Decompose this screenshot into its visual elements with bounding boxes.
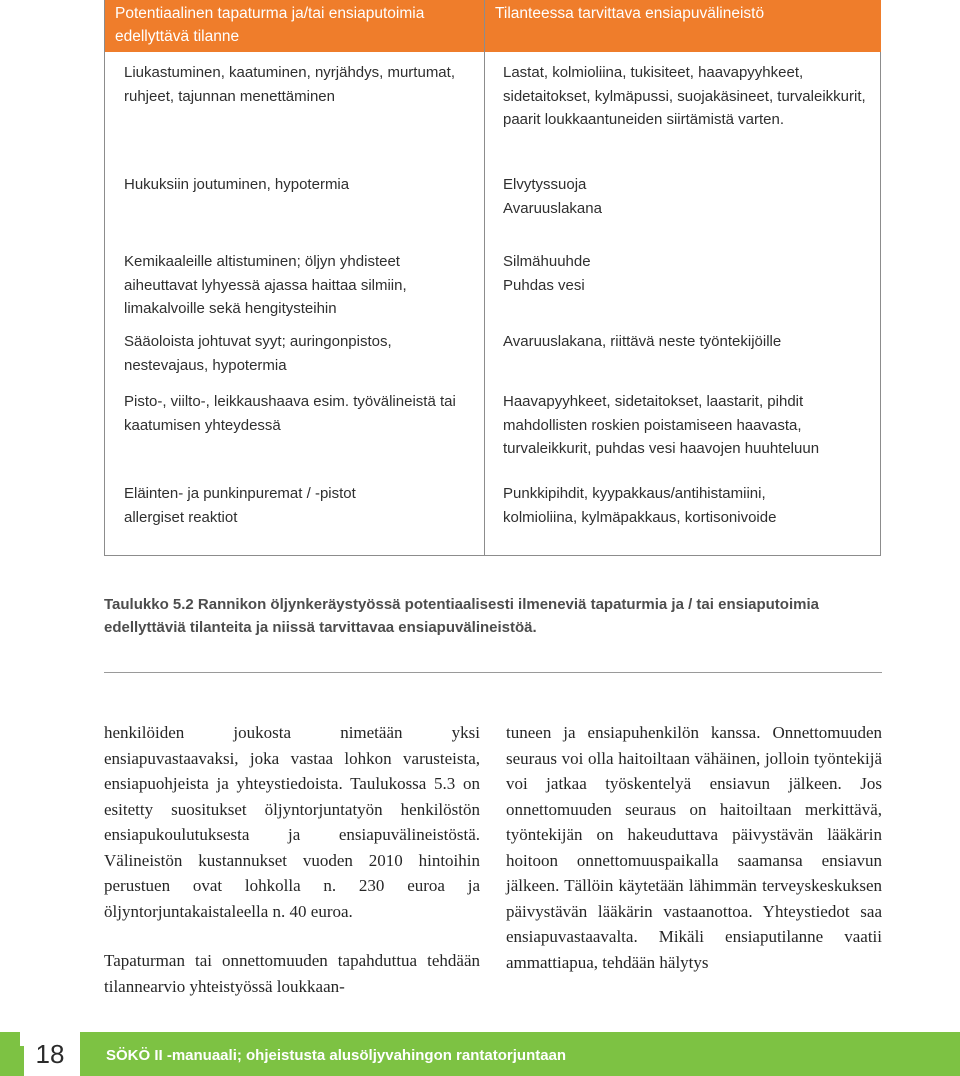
header-situation: Potentiaalinen tapaturma ja/tai ensiaputoimia edellyttävä tilanne: [105, 0, 484, 52]
row-1-equipment: Lastat, kolmioliina, tukisiteet, haavapyyhkeet, sidetaitokset, kylmäpussi, suojakäsineet, turvaleikkurit, paarit loukkaantuneiden siirtämistä varten.: [503, 64, 866, 128]
table-caption: Taulukko 5.2 Rannikon öljynkeräystyössä potentiaalisesti ilmeneviä tapaturmia ja / tai ensiaputoimia edellyttäviä tilanteita ja niissä tarvittavaa ensiapuvälineistöä.: [104, 596, 819, 636]
row-2-equipment-line: Elvytyssuoja: [503, 176, 587, 193]
row-3-equipment-line: Puhdas vesi: [503, 276, 585, 294]
row-3-equipment: [503, 250, 875, 297]
row-4-situation: Sääoloista johtuvat syyt; auringonpistos, nestevajaus, hypotermia: [124, 333, 392, 374]
divider: [104, 672, 882, 673]
row-1-situation: Liukastuminen, kaatuminen, nyrjähdys, murtumat, ruhjeet, tajunnan menettäminen: [124, 64, 455, 105]
row-6-equipment-line: kolmioliina, kylmäpakkaus, kortisonivoide: [503, 508, 777, 526]
row-5-situation: Pisto-, viilto-, leikkaushaava esim. työvälineistä tai kaatumisen yhteydessä: [124, 393, 456, 434]
page-number: 18: [20, 1032, 80, 1076]
row-6-situation-line: Eläinten- ja punkinpuremat / -pistot: [124, 485, 356, 502]
row-3-equipment-line: Silmähuuhde: [503, 253, 591, 270]
body-paragraph: henkilöiden joukosta nimetään yksi ensiapuvastaavaksi, joka vastaa lohkon varusteista, ensiapuohjeista ja yhteystiedoista. Taulukossa 5.3 on esitetty suositukset öljyntorjuntatyön henkilöstön ensiapukoulutuksesta ja ensiapuvälineistöstä. Välineistön kustannukset vuoden 2010 hintoihin perustuen ovat lohkolla n. 230 euroa ja öljyntorjuntakaistaleella n. 40 euroa.: [104, 723, 480, 921]
body-column-left: [104, 720, 480, 999]
header-equipment: Tilanteessa tarvittava ensiapuvälineistö: [485, 0, 881, 52]
row-2-equipment-line: Avaruuslakana: [503, 199, 602, 217]
footer-title: SÖKÖ II -manuaali; ohjeistusta alusöljyvahingon rantatorjuntaan: [106, 1047, 567, 1064]
body-column-right: [506, 720, 882, 975]
body-paragraph: tuneen ja ensiapuhenkilön kanssa. Onnettomuuden seuraus voi olla haitoiltaan vähäinen, jolloin työntekijä voi jatkaa työskentelyä ensiavun jälkeen. Jos onnettomuuden seuraus on haitoiltaan merkittävä, työntekijän on hakeuduttava päivystävän lääkärin hoitoon onnettomuuspaikalla saamansa ensiavun jälkeen. Tällöin käytetään lähimmän terveyskeskuksen päivystävän lääkärin vastaanottoa. Yhteystiedot saa ensiapuvastaavalta. Mikäli ensiaputilanne vaatii ammattiapua, tehdään hälytys: [506, 723, 882, 972]
row-4-equipment: Avaruuslakana, riittävä neste työntekijöille: [503, 333, 782, 350]
row-2-equipment: [503, 173, 875, 220]
row-6-situation: [124, 482, 474, 529]
row-6-equipment-line: Punkkipihdit, kyypakkaus/antihistamiini,: [503, 485, 766, 502]
row-3-situation: Kemikaaleille altistuminen; öljyn yhdisteet aiheuttavat lyhyessä ajassa haittaa silmiin, limakalvoille sekä hengitysteihin: [124, 253, 407, 317]
row-6-equipment: [503, 482, 875, 529]
first-aid-table: [104, 0, 881, 556]
body-paragraph: Tapaturman tai onnettomuuden tapahduttua tehdään tilannearvio yhteistyössä loukkaan-: [104, 951, 480, 996]
page-footer: [0, 1032, 960, 1076]
row-6-situation-line: allergiset reaktiot: [124, 508, 238, 526]
row-5-equipment: Haavapyyhkeet, sidetaitokset, laastarit, pihdit mahdollisten roskien poistamiseen haavasta, turvaleikkurit, puhdas vesi haavojen huuhteluun: [503, 393, 820, 457]
column-divider: [484, 0, 485, 555]
row-2-situation: Hukuksiin joutuminen, hypotermia: [124, 176, 350, 193]
